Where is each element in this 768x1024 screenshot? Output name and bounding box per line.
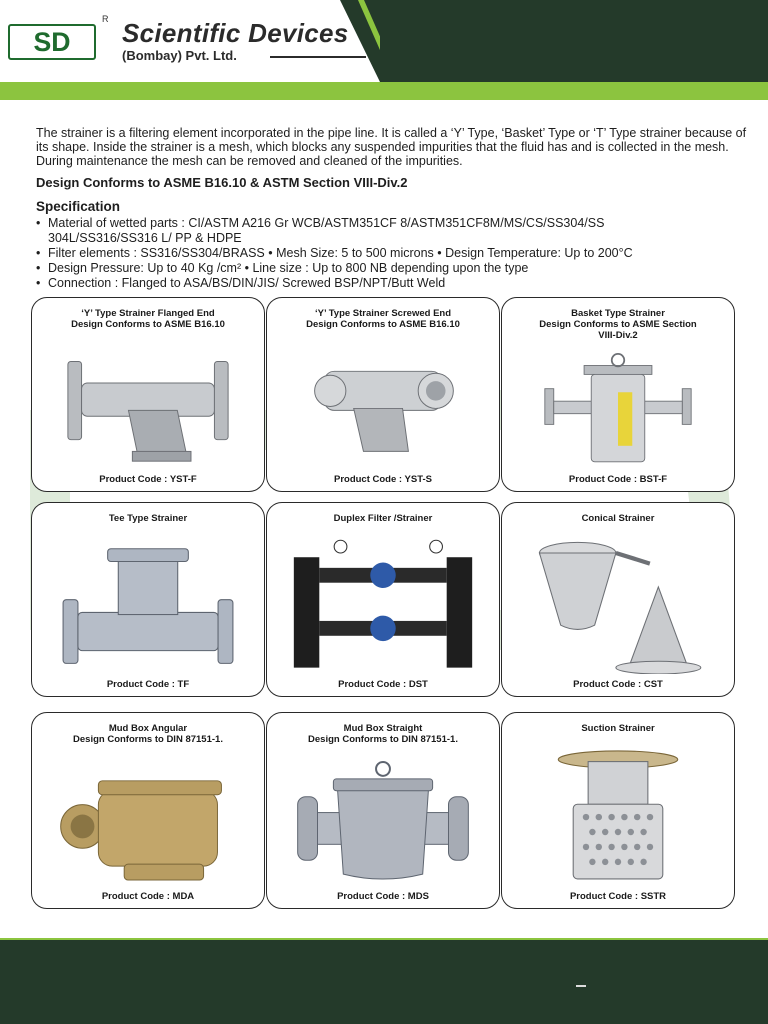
- product-title: Basket Type Strainer Design Conforms to ASME Section VIII-Div.2: [539, 308, 697, 341]
- footer-mark: [576, 985, 586, 987]
- product-card: [501, 712, 735, 909]
- spec-connection: [36, 276, 748, 291]
- product-title: Conical Strainer: [581, 513, 655, 524]
- header-rule: [270, 56, 366, 58]
- mud-box-angular-icon: [52, 757, 244, 886]
- product-title: Tee Type Strainer: [108, 513, 188, 524]
- product-card: [501, 502, 735, 697]
- spec-material-continued: [36, 231, 748, 246]
- specification-title: Specification: [36, 199, 121, 214]
- product-title: Duplex Filter /Strainer: [333, 513, 433, 524]
- company-subtitle: (Bombay) Pvt. Ltd.: [122, 48, 237, 63]
- company-logo: [8, 24, 96, 60]
- intro-paragraph: The strainer is a filtering element incorporated in the pipe line. It is called a ‘Y’ Type, ‘Basket’ Type or ‘T’ Type strainer because of its shape. Inside the strainer is a mesh, which blocks any suspended impurities that the fluid has and is collected in the mesh. During maintenance the mesh can be removed and cleaned of the impurities.: [36, 126, 747, 168]
- spec-connection-text: Connection : Flanged to ASA/BS/DIN/JIS/ Screwed BSP/NPT/Butt Weld: [48, 276, 446, 290]
- product-title: Mud Box Straight Design Conforms to DIN 87151-1.: [308, 723, 458, 745]
- header-dark-panel: [380, 0, 768, 82]
- footer: [0, 940, 768, 1024]
- product-code: Product Code : TF: [106, 679, 190, 690]
- header: [0, 0, 768, 82]
- product-title: ‘Y’ Type Strainer Flanged End Design Conforms to ASME B16.10: [71, 308, 225, 330]
- spec-filter: [36, 246, 748, 261]
- product-title: Suction Strainer: [581, 723, 655, 734]
- product-card: [266, 712, 500, 909]
- product-code: Product Code : YST-F: [99, 474, 197, 485]
- spec-pressure-text: Design Pressure: Up to 40 Kg /cm² • Line size : Up to 800 NB depending upon the type: [48, 261, 529, 275]
- spec-material-cont-text: 304L/SS316/SS316 L/ PP & HDPE: [48, 231, 242, 245]
- y-strainer-flanged-icon: [52, 342, 244, 469]
- design-conformance: Design Conforms to ASME B16.10 & ASTM Section VIII-Div.2: [36, 175, 408, 190]
- spec-pressure: [36, 261, 748, 276]
- duplex-filter-icon: [287, 536, 479, 674]
- product-card: [31, 502, 265, 697]
- product-card: [266, 502, 500, 697]
- sd-logo-icon: [10, 26, 94, 58]
- product-code: Product Code : BST-F: [568, 474, 668, 485]
- header-green-band: [0, 82, 768, 100]
- basket-strainer-icon: [522, 353, 714, 469]
- registered-mark: R: [102, 14, 109, 24]
- product-card: [501, 297, 735, 492]
- product-code: Product Code : CST: [573, 679, 663, 690]
- product-title: Mud Box Angular Design Conforms to DIN 87151-1.: [73, 723, 223, 745]
- product-card: [266, 297, 500, 492]
- logo-text: SD: [33, 26, 71, 57]
- spec-material: [36, 216, 748, 231]
- spec-material-text: Material of wetted parts : CI/ASTM A216 Gr WCB/ASTM351CF 8/ASTM351CF8M/MS/CS/SS304/SS: [48, 216, 605, 230]
- product-code: Product Code : DST: [338, 679, 428, 690]
- product-card: [31, 712, 265, 909]
- conical-strainer-icon: [522, 536, 714, 674]
- company-name: Scientific Devices: [122, 18, 349, 48]
- y-strainer-screwed-icon: [287, 342, 479, 469]
- product-title: ‘Y’ Type Strainer Screwed End Design Conforms to ASME B16.10: [306, 308, 460, 330]
- product-code: Product Code : YST-S: [333, 474, 432, 485]
- tee-strainer-icon: [52, 536, 244, 674]
- suction-strainer-icon: [522, 746, 714, 886]
- product-code: Product Code : MDS: [337, 891, 429, 902]
- product-card: [31, 297, 265, 492]
- mud-box-straight-icon: [287, 757, 479, 886]
- product-code: Product Code : SSTR: [569, 891, 667, 902]
- specification-list: [36, 216, 748, 291]
- spec-filter-text: Filter elements : SS316/SS304/BRASS • Mesh Size: 5 to 500 microns • Design Temperature: Up to 200°C: [48, 246, 633, 260]
- product-code: Product Code : MDA: [101, 891, 195, 902]
